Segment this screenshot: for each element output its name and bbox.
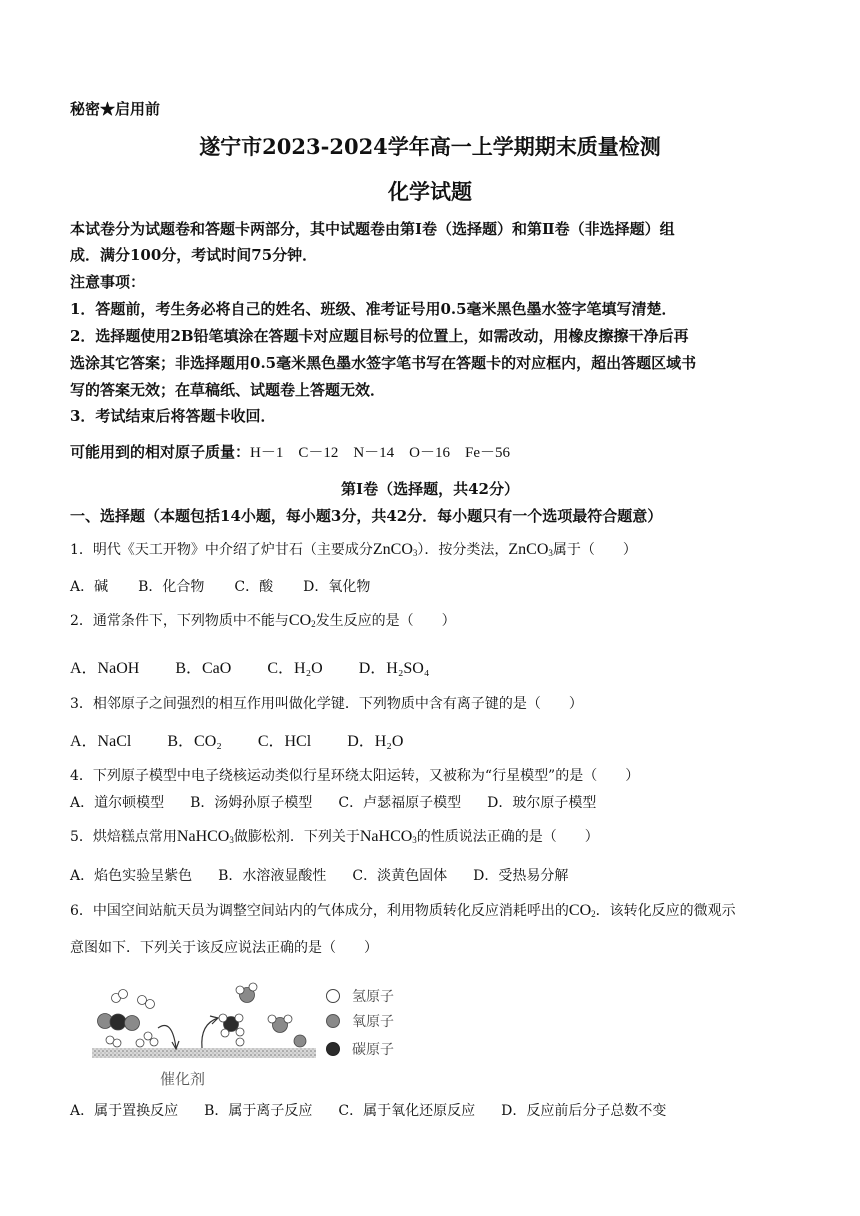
q5-text-mid: 做膨松剂．下列关于 — [233, 829, 360, 845]
up-arrow-icon — [202, 1018, 218, 1048]
secret-label: 秘密★启用前 — [70, 100, 161, 118]
section-title: 第Ⅰ卷（选择题，共42分） — [341, 480, 519, 498]
hydrogen-atom — [221, 1029, 229, 1037]
q5-options — [70, 865, 594, 885]
q1-option-b[interactable]: B．化合物 — [138, 579, 205, 595]
hydrogen-atom — [146, 1000, 155, 1009]
q2-option-b[interactable]: B．CaO — [175, 660, 232, 677]
question-2 — [70, 610, 456, 630]
q1-options — [70, 576, 400, 596]
legend-oxygen-label: 氧原子 — [352, 1014, 394, 1030]
q5-text-post: 的性质说法正确的是（ ） — [416, 829, 599, 845]
q4-option-c[interactable]: C．卢瑟福原子模型 — [338, 795, 462, 811]
q5-option-b[interactable]: B．水溶液显酸性 — [218, 868, 327, 884]
catalyst-surface — [92, 1048, 316, 1058]
hydrogen-atom — [268, 1015, 276, 1023]
q5-option-a[interactable]: A．焰色实验呈紫色 — [70, 868, 193, 884]
question-6 — [70, 900, 736, 920]
legend-hydrogen — [326, 986, 394, 1006]
q2-text-pre: 2．通常条件下，下列物质中不能与 — [70, 613, 289, 629]
legend-oxygen — [326, 1011, 394, 1031]
hydrogen-atom — [119, 990, 128, 999]
question-6-line-2: 意图如下．下列关于该反应说法正确的是（ ） — [70, 940, 378, 956]
q5-option-d[interactable]: D．受热易分解 — [473, 868, 569, 884]
note-1: 1．答题前，考生务必将自己的姓名、班级、准考证号用0.5毫米黑色墨水签字笔填写清楚． — [70, 300, 677, 318]
oxygen-legend-icon — [326, 1014, 340, 1028]
q5-text-pre: 5．烘焙糕点常用 — [70, 829, 177, 845]
note-2c: 写的答案无效；在草稿纸、试题卷上答题无效． — [70, 381, 386, 399]
hydrogen-atom — [249, 983, 257, 991]
q2-option-c[interactable]: C．H₂O — [267, 660, 323, 677]
carbon-atom — [110, 1014, 126, 1030]
q2-options — [70, 655, 465, 678]
carbon-legend-icon — [326, 1042, 340, 1056]
formula-nahco3-2: NaHCO$_3$ — [359, 828, 417, 845]
q1-option-d[interactable]: D．氧化物 — [303, 579, 371, 595]
q3-option-a[interactable]: A．NaCl — [70, 733, 132, 750]
oxygen-atom — [125, 1016, 140, 1031]
q6-text-post: ．该转化反应的微观示 — [595, 903, 736, 919]
note-2a: 2．选择题使用2B铅笔填涂在答题卡对应题目标号的位置上，如需改动，用橡皮擦擦干净后再 — [70, 327, 689, 345]
legend-hydrogen-label: 氢原子 — [352, 989, 394, 1005]
hydrogen-atom — [236, 1028, 244, 1036]
note-3: 3．考试结束后将答题卡收回． — [70, 407, 276, 425]
hydrogen-atom — [236, 1038, 244, 1046]
intro-line-2: 成．满分100分，考试时间75分钟． — [70, 246, 318, 264]
q1-text-post: 属于（ ） — [552, 542, 637, 558]
notes-title: 注意事项： — [70, 273, 146, 291]
question-1 — [70, 539, 637, 559]
atomic-mass-line — [70, 441, 510, 462]
q6-text-pre: 6．中国空间站航天员为调整空间站内的气体成分，利用物质转化反应消耗呼出的 — [70, 903, 569, 919]
hydrogen-atom — [235, 1014, 243, 1022]
q3-option-c[interactable]: C．HCl — [257, 733, 312, 750]
q6-options — [70, 1100, 692, 1120]
q3-option-b[interactable]: B．CO₂ — [167, 733, 222, 750]
formula-nahco3: NaHCO$_3$ — [176, 828, 234, 845]
q4-option-d[interactable]: D．玻尔原子模型 — [487, 795, 597, 811]
exam-title: 遂宁市2023-2024学年高一上学期期末质量检测 — [199, 134, 661, 159]
q2-option-d[interactable]: D．H₂SO₄ — [358, 660, 430, 677]
hydrogen-atom — [284, 1015, 292, 1023]
question-3: 3．相邻原子之间强烈的相互作用叫做化学键．下列物质中含有离子键的是（ ） — [70, 696, 583, 712]
atomic-mass-label: 可能用到的相对原子质量： — [70, 443, 251, 461]
q6-option-d[interactable]: D．反应前后分子总数不变 — [501, 1103, 667, 1119]
formula-znco3-2: ZnCO$_3$ — [508, 541, 553, 558]
q5-option-c[interactable]: C．淡黄色固体 — [352, 868, 448, 884]
q6-option-c[interactable]: C．属于氧化还原反应 — [338, 1103, 476, 1119]
q1-option-c[interactable]: C．酸 — [234, 579, 274, 595]
oxygen-atom — [294, 1035, 306, 1047]
hydrogen-atom — [236, 986, 244, 994]
formula-znco3: ZnCO$_3$ — [372, 541, 418, 558]
hydrogen-atom — [113, 1039, 121, 1047]
catalyst-label: 催化剂 — [160, 1070, 206, 1088]
q2-option-a[interactable]: A．NaOH — [70, 660, 140, 677]
question-5 — [70, 826, 599, 846]
hydrogen-legend-icon — [326, 989, 340, 1003]
q4-option-a[interactable]: A．道尔顿模型 — [70, 795, 165, 811]
q3-options — [70, 728, 439, 751]
note-2b: 选涂其它答案；非选择题用0.5毫米黑色墨水签字笔书写在答题卡的对应框内，超出答题区域书 — [70, 354, 697, 372]
formula-co2-q6: $CO_2$ — [568, 902, 596, 919]
atomic-mass-values: H－1 C－12 N－14 O－16 Fe－56 — [250, 445, 511, 461]
q3-option-d[interactable]: D．H₂O — [347, 733, 404, 750]
q6-option-a[interactable]: A．属于置换反应 — [70, 1103, 179, 1119]
intro-line-1: 本试卷分为试题卷和答题卡两部分，其中试题卷由第Ⅰ卷（选择题）和第Ⅱ卷（非选择题）组 — [70, 220, 675, 238]
hydrogen-atom — [136, 1039, 144, 1047]
q1-text-mid: ）．按分类法， — [417, 542, 509, 558]
formula-co2: $CO_2$ — [288, 612, 316, 629]
hydrogen-atom — [219, 1014, 227, 1022]
legend-carbon-label: 碳原子 — [352, 1042, 394, 1058]
q6-option-b[interactable]: B．属于离子反应 — [204, 1103, 313, 1119]
q4-options — [70, 792, 622, 812]
q1-text-pre: 1．明代《天工开物》中介绍了炉甘石（主要成分 — [70, 542, 373, 558]
hydrogen-atom — [138, 996, 147, 1005]
q4-option-b[interactable]: B．汤姆孙原子模型 — [190, 795, 313, 811]
q1-option-a[interactable]: A．碱 — [70, 579, 109, 595]
hydrogen-atom — [144, 1032, 152, 1040]
hydrogen-atom — [150, 1038, 158, 1046]
question-4: 4．下列原子模型中电子绕核运动类似行星环绕太阳运转，又被称为“行星模型”的是（ ） — [70, 768, 640, 784]
q2-text-post: 发生反应的是（ ） — [315, 613, 456, 629]
legend-carbon — [326, 1039, 394, 1059]
section-heading: 一、选择题（本题包括14小题，每小题3分，共42分．每小题只有一个选项最符合题意） — [70, 507, 663, 525]
exam-subtitle: 化学试题 — [388, 179, 472, 204]
